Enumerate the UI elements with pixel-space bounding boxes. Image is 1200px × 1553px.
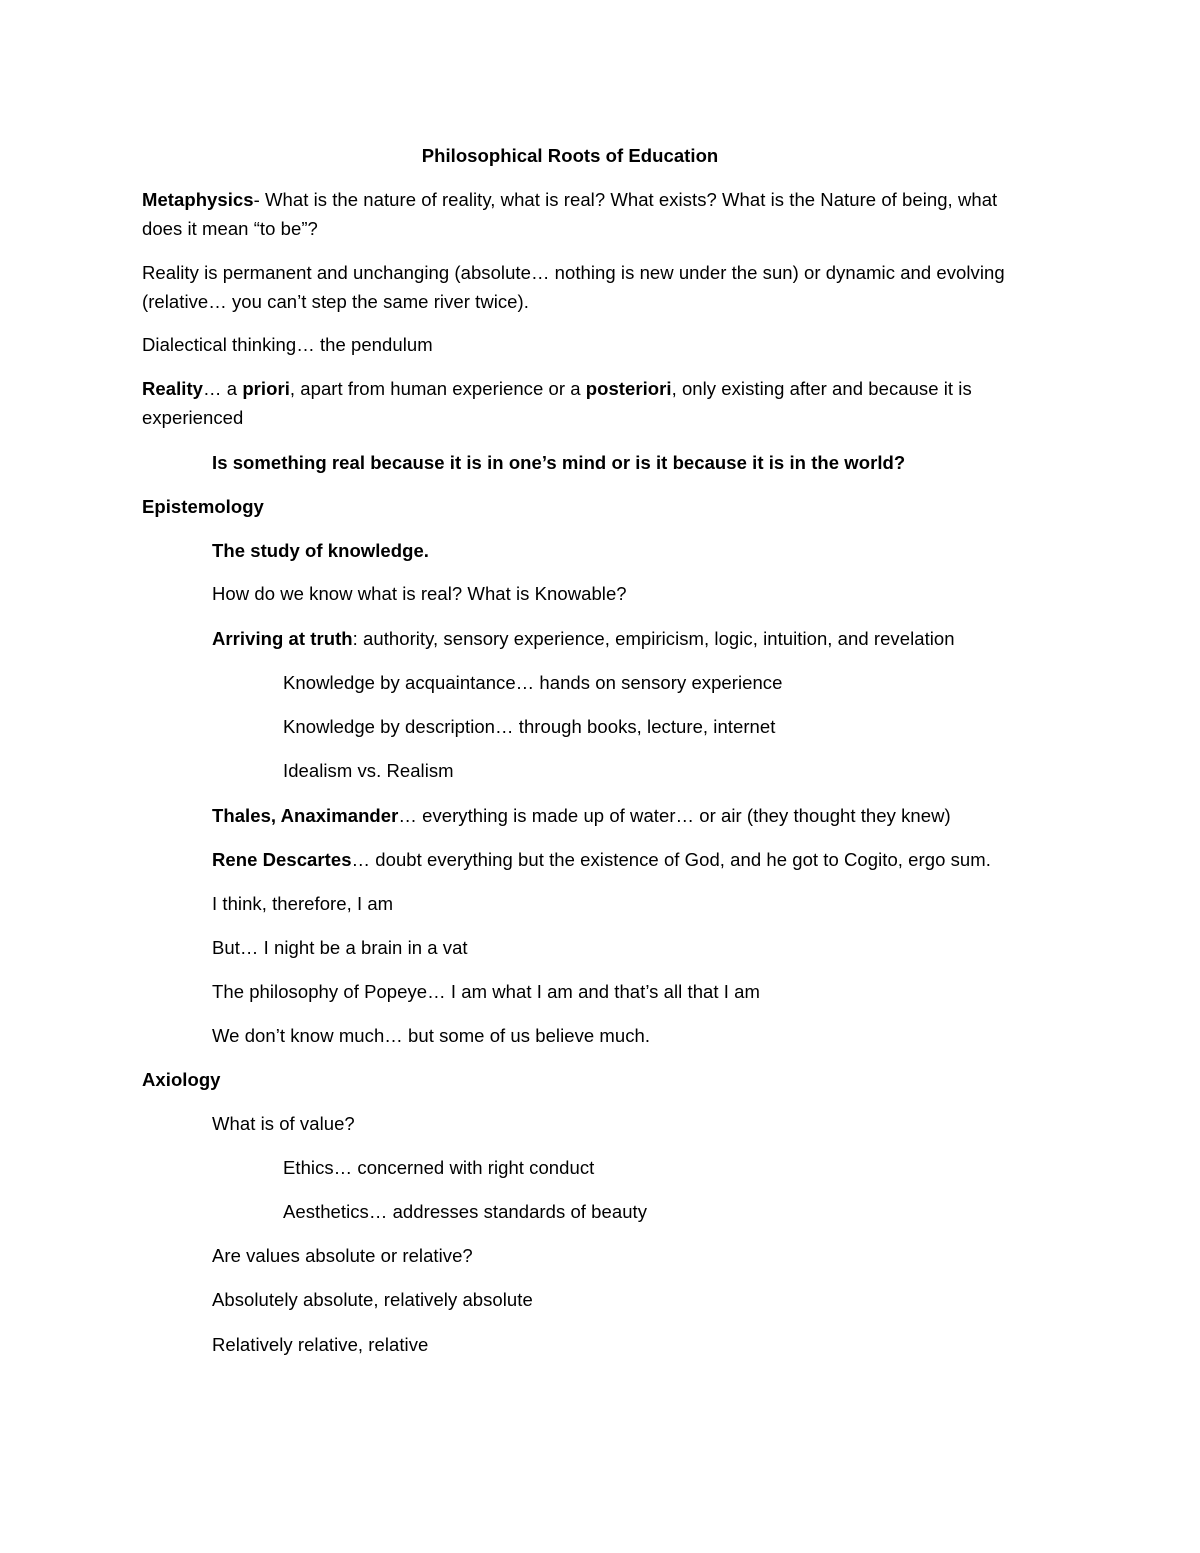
descartes-term: Rene Descartes — [212, 849, 352, 870]
thales-line — [212, 802, 951, 830]
axiology-value: What is of value? — [212, 1113, 355, 1134]
axiology-aesthetics: Aesthetics… addresses standards of beauty — [283, 1201, 648, 1222]
dialectical-line: Dialectical thinking… the pendulum — [142, 334, 433, 355]
axiology-heading: Axiology — [142, 1069, 221, 1090]
metaphysics-paragraph-line2: does it mean “to be”? — [142, 218, 318, 239]
metaphysics-text: - What is the nature of reality, what is real? What exists? What is the Nature of being, what — [253, 189, 998, 210]
axiology-values-question: Are values absolute or relative? — [212, 1245, 473, 1266]
reality-text-3: , only existing after and because it is — [671, 378, 972, 399]
epistemology-how-know: How do we know what is real? What is Knowable? — [212, 583, 627, 604]
descartes-line — [212, 846, 991, 874]
axiology-absolutely: Absolutely absolute, relatively absolute — [212, 1289, 533, 1310]
reality-question: Is something real because it is in one’s mind or is it because it is in the world? — [212, 452, 906, 473]
knowledge-acquaintance: Knowledge by acquaintance… hands on sensory experience — [283, 672, 783, 693]
thales-text: … everything is made up of water… or air (they thought they knew) — [398, 805, 951, 826]
metaphysics-paragraph-line1 — [142, 186, 997, 214]
axiology-ethics: Ethics… concerned with right conduct — [283, 1157, 595, 1178]
metaphysics-term: Metaphysics — [142, 189, 254, 210]
knowledge-description: Knowledge by description… through books, lecture, internet — [283, 716, 776, 737]
reality-term: Reality — [142, 378, 204, 399]
believe-line: We don’t know much… but some of us believe much. — [212, 1025, 651, 1046]
reality-apriori-line1 — [142, 375, 972, 403]
reality-text-2: , apart from human experience or a — [289, 378, 586, 399]
reality-permanent-line1: Reality is permanent and unchanging (absolute… nothing is new under the sun) or dynamic and evolving — [142, 262, 1005, 283]
reality-text-1: … a — [203, 378, 243, 399]
epistemology-heading: Epistemology — [142, 496, 264, 517]
i-think-line: I think, therefore, I am — [212, 893, 394, 914]
thales-term: Thales, Anaximander — [212, 805, 399, 826]
apriori-term: priori — [242, 378, 290, 399]
arriving-text: : authority, sensory experience, empiricism, logic, intuition, and revelation — [352, 628, 955, 649]
arriving-at-truth-line — [212, 625, 955, 653]
reality-apriori-line2: experienced — [142, 407, 244, 428]
arriving-term: Arriving at truth — [212, 628, 353, 649]
reality-permanent-line2: (relative… you can’t step the same river twice). — [142, 291, 529, 312]
aposteriori-term: posteriori — [585, 378, 672, 399]
epistemology-study: The study of knowledge. — [212, 540, 429, 561]
page-title: Philosophical Roots of Education — [421, 145, 719, 166]
brain-vat-line: But… I night be a brain in a vat — [212, 937, 468, 958]
axiology-relatively: Relatively relative, relative — [212, 1334, 429, 1355]
descartes-text: … doubt everything but the existence of God, and he got to Cogito, ergo sum. — [351, 849, 991, 870]
popeye-line: The philosophy of Popeye… I am what I am and that’s all that I am — [212, 981, 760, 1002]
idealism-realism: Idealism vs. Realism — [283, 760, 454, 781]
